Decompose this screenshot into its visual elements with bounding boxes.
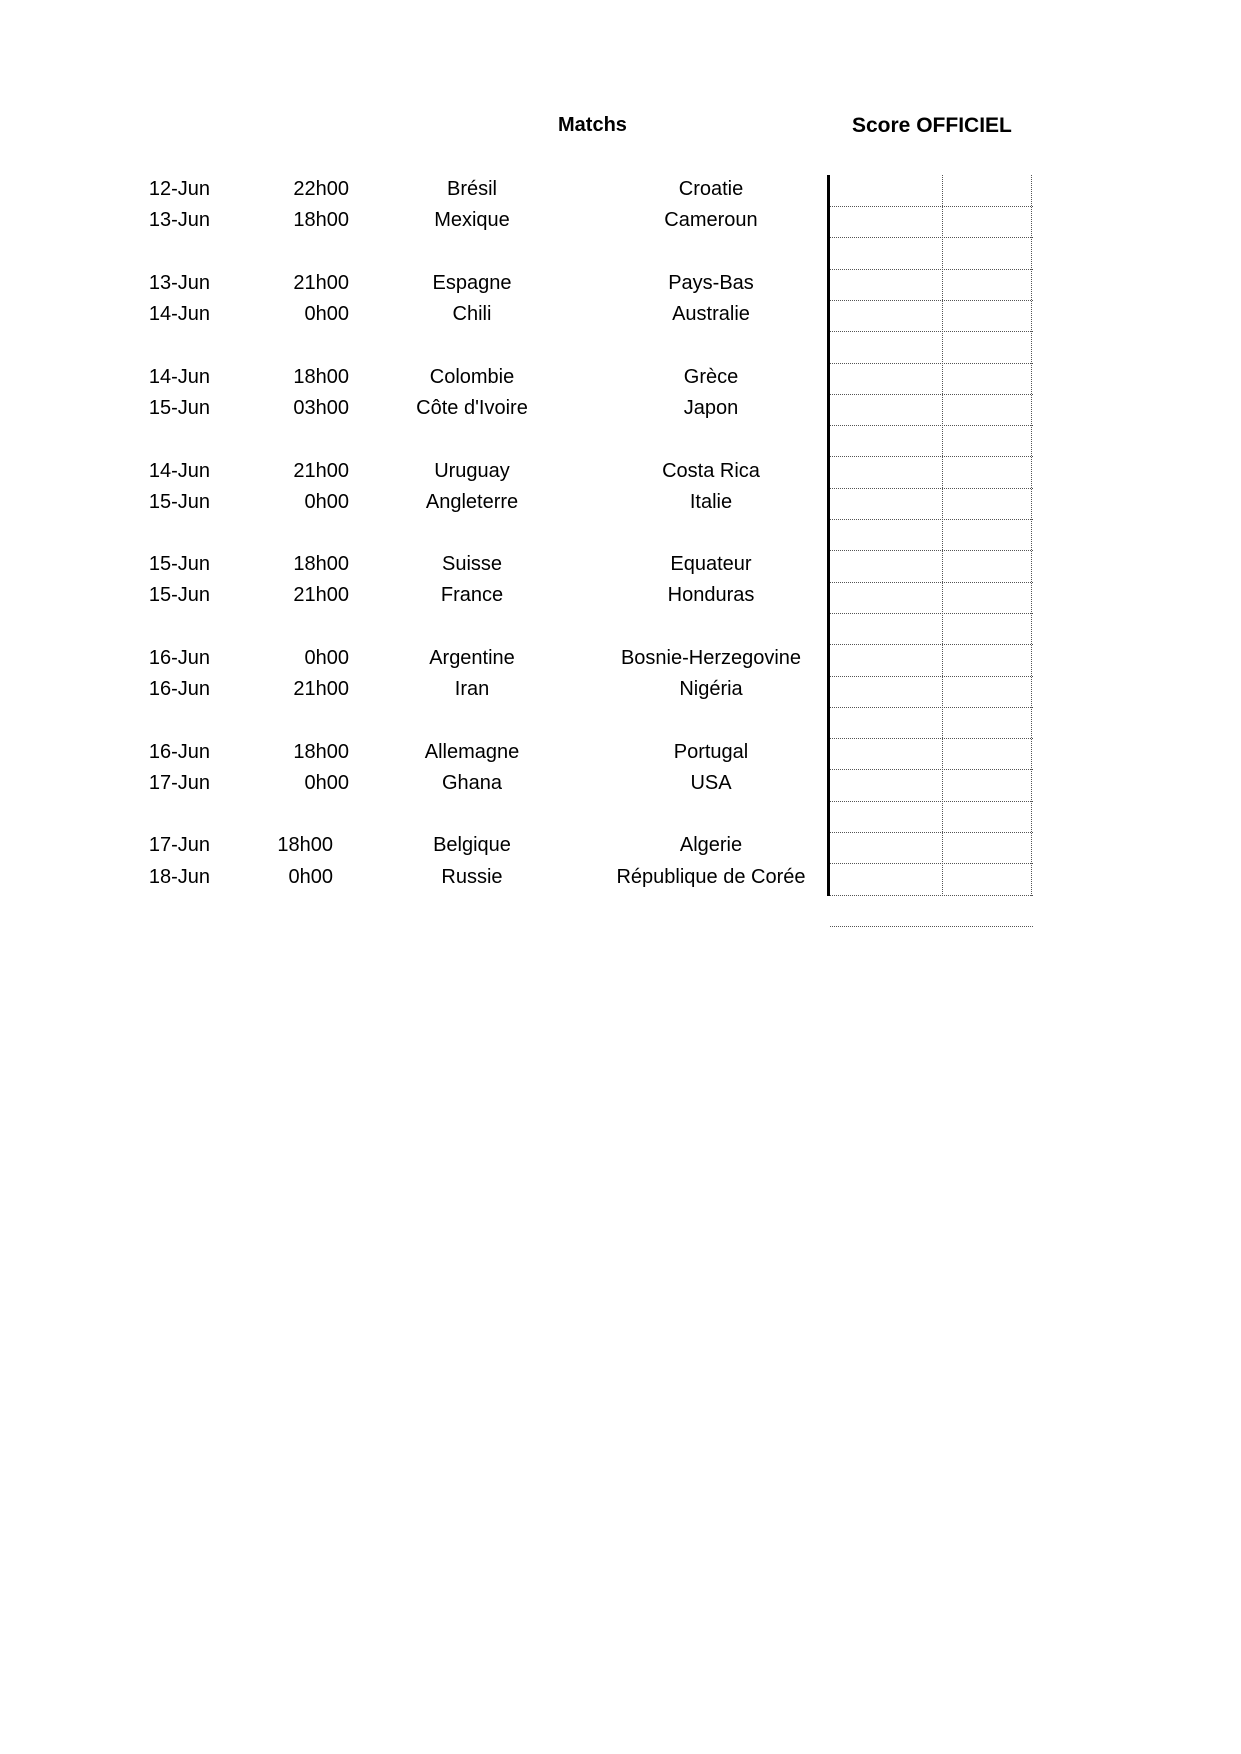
- score-grid-row-line: [830, 425, 1033, 426]
- score-grid-left-border: [827, 175, 830, 896]
- away-team: Pays-Bas: [668, 272, 754, 294]
- away-team: Equateur: [670, 553, 752, 575]
- home-team: Suisse: [441, 553, 503, 575]
- home-team: Espagne: [432, 272, 512, 294]
- match-time: 0h00: [304, 647, 349, 669]
- match-time: 18h00: [293, 209, 349, 231]
- home-team: Chili: [452, 303, 492, 325]
- match-time: 18h00: [277, 834, 333, 856]
- home-team: Argentine: [429, 647, 515, 669]
- match-date: 12-Jun: [148, 178, 210, 200]
- away-team: Croatie: [678, 178, 744, 200]
- home-team: Colombie: [429, 366, 515, 388]
- match-time: 0h00: [288, 866, 333, 888]
- score-grid-row-line: [830, 801, 1033, 802]
- home-team: Angleterre: [425, 491, 519, 513]
- match-row: [0, 209, 1241, 240]
- match-date: 17-Jun: [148, 772, 210, 794]
- match-time: 21h00: [293, 678, 349, 700]
- match-date: 16-Jun: [148, 678, 210, 700]
- away-team: Costa Rica: [662, 460, 760, 482]
- match-row: [0, 647, 1241, 678]
- score-grid-row-line: [830, 550, 1033, 551]
- match-time: 22h00: [293, 178, 349, 200]
- match-row: [0, 303, 1241, 334]
- match-row: [0, 866, 1241, 897]
- match-time: 0h00: [304, 772, 349, 794]
- home-team: Belgique: [433, 834, 511, 856]
- home-team: Iran: [454, 678, 490, 700]
- match-row: [0, 678, 1241, 709]
- away-team: République de Corée: [616, 866, 806, 888]
- away-team: Japon: [683, 397, 739, 419]
- score-grid-row-line: [830, 676, 1033, 677]
- score-grid-row-line: [830, 488, 1033, 489]
- home-team: Mexique: [434, 209, 510, 231]
- match-row: [0, 178, 1241, 209]
- away-team: Cameroun: [664, 209, 758, 231]
- match-row: [0, 366, 1241, 397]
- match-time: 18h00: [293, 366, 349, 388]
- home-team: Côte d'Ivoire: [416, 397, 528, 419]
- away-team: Bosnie-Herzegovine: [620, 647, 802, 669]
- match-row: [0, 584, 1241, 615]
- score-grid-row-line: [830, 738, 1033, 739]
- score-grid-row-line: [830, 582, 1033, 583]
- match-date: 15-Jun: [148, 584, 210, 606]
- home-team: Russie: [441, 866, 503, 888]
- match-date: 15-Jun: [148, 553, 210, 575]
- score-officiel-header: Score OFFICIEL: [852, 114, 1012, 137]
- score-grid-row-line: [830, 519, 1033, 520]
- match-date: 15-Jun: [148, 397, 210, 419]
- score-grid-row-line: [830, 644, 1033, 645]
- home-team: Allemagne: [424, 741, 520, 763]
- score-grid-right-border: [1031, 175, 1032, 896]
- match-date: 14-Jun: [148, 366, 210, 388]
- score-grid-row-line: [830, 394, 1033, 395]
- score-grid-row-line: [830, 331, 1033, 332]
- away-team: Portugal: [673, 741, 749, 763]
- match-row: [0, 491, 1241, 522]
- match-time: 21h00: [293, 460, 349, 482]
- score-grid-row-line: [830, 895, 1033, 896]
- away-team: Italie: [689, 491, 733, 513]
- match-date: 16-Jun: [148, 647, 210, 669]
- match-row: [0, 553, 1241, 584]
- match-row: [0, 397, 1241, 428]
- home-team: Uruguay: [434, 460, 510, 482]
- match-time: 21h00: [293, 584, 349, 606]
- match-time: 03h00: [293, 397, 349, 419]
- score-grid-row-line: [830, 363, 1033, 364]
- away-team: Nigéria: [679, 678, 743, 700]
- match-date: 18-Jun: [148, 866, 210, 888]
- match-time: 18h00: [293, 553, 349, 575]
- score-grid-row-line: [830, 863, 1033, 864]
- match-row: [0, 272, 1241, 303]
- match-time: 0h00: [304, 303, 349, 325]
- score-grid-row-line: [830, 832, 1033, 833]
- match-date: 14-Jun: [148, 303, 210, 325]
- match-row: [0, 772, 1241, 803]
- match-row: [0, 834, 1241, 865]
- away-team: Australie: [672, 303, 750, 325]
- match-date: 16-Jun: [148, 741, 210, 763]
- match-date: 13-Jun: [148, 272, 210, 294]
- away-team: Honduras: [667, 584, 755, 606]
- score-grid-row-line: [830, 926, 1033, 927]
- match-time: 21h00: [293, 272, 349, 294]
- match-date: 17-Jun: [148, 834, 210, 856]
- match-time: 18h00: [293, 741, 349, 763]
- match-row: [0, 741, 1241, 772]
- matchs-header: Matchs: [558, 114, 627, 136]
- match-time: 0h00: [304, 491, 349, 513]
- score-grid-row-line: [830, 769, 1033, 770]
- match-date: 14-Jun: [148, 460, 210, 482]
- away-team: USA: [690, 772, 732, 794]
- match-row: [0, 460, 1241, 491]
- match-date: 13-Jun: [148, 209, 210, 231]
- home-team: France: [440, 584, 504, 606]
- score-grid-row-line: [830, 613, 1033, 614]
- match-date: 15-Jun: [148, 491, 210, 513]
- score-grid-row-line: [830, 300, 1033, 301]
- score-grid-middle-divider: [942, 175, 943, 896]
- away-team: Algerie: [679, 834, 743, 856]
- score-grid-row-line: [830, 707, 1033, 708]
- home-team: Brésil: [446, 178, 497, 200]
- away-team: Grèce: [683, 366, 739, 388]
- score-grid-row-line: [830, 237, 1033, 238]
- score-grid-row-line: [830, 206, 1033, 207]
- score-grid-row-line: [830, 269, 1033, 270]
- score-grid-row-line: [830, 456, 1033, 457]
- home-team: Ghana: [441, 772, 503, 794]
